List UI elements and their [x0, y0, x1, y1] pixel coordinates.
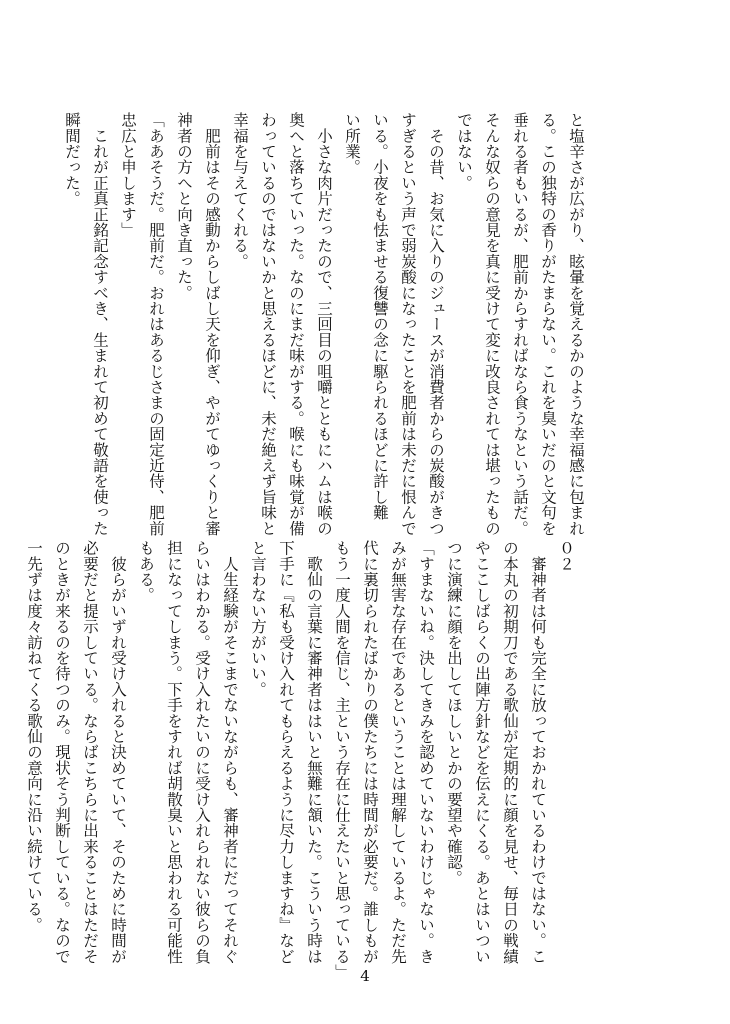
text-column: 下手に『私も受け入れてもらえるように尽力しますね』など	[277, 540, 295, 964]
text-column: そんな奴らの意見を真に受けて変に改良されては堪ったもの	[483, 112, 501, 536]
text-column: 奥へと落ちていった。なのにまだ味がする。喉にも味覚が備	[287, 112, 305, 536]
text-column: 代に裏切られたばかりの僕たちには時間が必要だ。誰しもが	[361, 540, 379, 964]
lower-text-block	[20, 540, 580, 980]
text-column: の本丸の初期刀である歌仙が定期的に顔を見せ、毎日の戦績	[501, 540, 519, 964]
text-column: 「すまないね。決してきみを認めていないわけじゃない。き	[417, 540, 435, 964]
page-number: 4	[360, 967, 370, 985]
text-column: 幸福を与えてくれる。	[231, 112, 249, 269]
text-column: らいはわかる。受け入れたいのに受け入れられない彼らの負	[193, 540, 211, 964]
text-column: 忠広と申します」	[119, 112, 137, 238]
text-column: 「ああそうだ。肥前だ。おれはあるじさまの固定近侍、肥前	[147, 112, 165, 536]
text-column: 人生経験がそこまでないながらも、審神者にだってそれぐ	[221, 540, 239, 964]
text-column: 歌仙の言葉に審神者ははいと無難に頷いた。こういう時は	[305, 540, 323, 964]
text-column: い所業。	[343, 112, 361, 175]
text-column: もある。	[137, 540, 155, 603]
text-column: と塩辛さが広がり、眩暈を覚えるかのような幸福感に包まれ	[567, 112, 585, 536]
text-column: もう一度人間を信じ、主という存在に仕えたいと思っている」	[333, 540, 351, 980]
text-column: のときが来るのを待つのみ。現状そう判断している。なので	[53, 540, 71, 964]
text-column: みが無害な存在であるということは理解しているよ。ただ先	[389, 540, 407, 964]
text-column: これが正真正銘記念すべき、生まれて初めて敬語を使った	[91, 112, 109, 536]
text-column: る。この独特の香りがたまらない。これを臭いだのと文句を	[539, 112, 557, 536]
text-column: 彼らがいずれ受け入れると決めていて、そのために時間が	[109, 540, 127, 964]
text-column: 審神者は何も完全に放っておかれているわけではない。こ	[529, 540, 547, 964]
text-column: 垂れる者もいるが、肥前からすればなら食うなという話だ。	[511, 112, 529, 536]
text-column: 一先ずは度々訪ねてくる歌仙の意向に沿い続けている。	[25, 540, 43, 933]
text-column: ０２	[557, 540, 575, 572]
text-column: 神者の方へと向き直った。	[175, 112, 193, 301]
upper-text-block	[58, 112, 590, 536]
text-column: ではない。	[455, 112, 473, 191]
text-column: と言わない方がいい。	[249, 540, 267, 697]
text-column: 瞬間だった。	[63, 112, 81, 207]
text-column: すぎるという声で弱炭酸になったことを肥前は未だに恨んで	[399, 112, 417, 536]
text-column: 小さな肉片だったので、三回目の咀嚼とともにハムは喉の	[315, 112, 333, 536]
text-column: わっているのではないかと思えるほどに、未だ絶えず旨味と	[259, 112, 277, 536]
text-column: やここしばらくの出陣方針などを伝えにくる。あとはいつい	[473, 540, 491, 964]
text-column: つに演練に顔を出してほしいとかの要望や確認。	[445, 540, 463, 886]
text-column: いる。小夜をも怯ませる復讐の念に駆られるほどに許し難	[371, 112, 389, 521]
text-column: 担になってしまう。下手をすれば胡散臭いと思われる可能性	[165, 540, 183, 964]
text-column: その昔、お気に入りのジュースが消費者からの炭酸がきつ	[427, 112, 445, 536]
text-column: 必要だと提示している。ならばこちらに出来ることはただそ	[81, 540, 99, 964]
text-column: 肥前はその感動からしばし天を仰ぎ、やがてゆっくりと審	[203, 112, 221, 536]
